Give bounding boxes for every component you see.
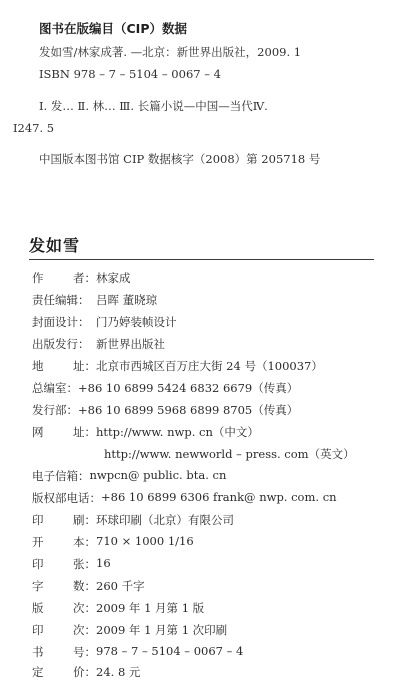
copyright-dept-value: +86 10 6899 6306 frank@ nwp. com. cn: [101, 490, 337, 504]
sales-dept-value: +86 10 6899 5968 6899 8705（传真）: [78, 403, 299, 417]
cip-record-number: 中国版本图书馆 CIP 数据核字（2008）第 205718 号: [39, 152, 321, 166]
editor-value: 吕晖 董晓琼: [96, 293, 158, 307]
cip-isbn: ISBN 978 – 7 – 5104 – 0067 – 4: [39, 67, 221, 81]
edition-row: 版 次： 2009 年 1 月第 1 版: [32, 601, 205, 615]
author-value: 林家成: [96, 271, 131, 285]
cip-citation: 发如雪/林家成著. —北京：新世界出版社，2009. 1: [39, 45, 302, 59]
website-row: 网 址： http://www. nwp. cn（中文）: [32, 425, 259, 439]
printed-sheets-row: 印 张： 16: [32, 556, 111, 571]
printer-row: 印 刷： 环球印刷（北京）有限公司: [32, 513, 234, 527]
cip-classification: I247. 5: [13, 121, 55, 135]
printer-value: 环球印刷（北京）有限公司: [96, 513, 234, 527]
price-row: 定 价： 24. 8 元: [32, 665, 141, 679]
title-divider: [29, 259, 374, 260]
cip-heading: 图书在版编目（CIP）数据: [39, 21, 187, 36]
printing-value: 2009 年 1 月第 1 次印刷: [96, 623, 228, 637]
address-value: 北京市西城区百万庄大街 24 号（100037）: [96, 359, 323, 373]
publisher-value: 新世界出版社: [96, 337, 165, 351]
email-value: nwpcn@ public. bta. cn: [89, 468, 227, 482]
sales-dept-row: 发行部：+86 10 6899 5968 6899 8705（传真）: [32, 403, 299, 417]
edition-value: 2009 年 1 月第 1 版: [96, 601, 205, 615]
editorial-office-row: 总编室：+86 10 6899 5424 6832 6679（传真）: [32, 381, 299, 395]
website-english: http://www. newworld – press. com（英文）: [104, 447, 355, 461]
copyright-dept-row: 版权部电话：+86 10 6899 6306 frank@ nwp. com. cn: [32, 490, 337, 505]
format-value: 710 × 1000 1/16: [96, 534, 194, 548]
cover-design-value: 门乃婷装帧设计: [96, 315, 177, 329]
printed-sheets-value: 16: [96, 556, 111, 570]
address-row: 地 址： 北京市西城区百万庄大街 24 号（100037）: [32, 359, 323, 373]
website-chinese: http://www. nwp. cn（中文）: [96, 425, 259, 439]
price-value: 24. 8 元: [96, 665, 141, 679]
word-count-value: 260 千字: [96, 579, 145, 593]
book-title: 发如雪: [29, 236, 81, 255]
author-row: 作 者： 林家成: [32, 271, 131, 285]
printing-row: 印 次： 2009 年 1 月第 1 次印刷: [32, 623, 228, 637]
editor-row: 责任编辑： 吕晖 董晓琼: [32, 293, 158, 307]
publisher-row: 出版发行： 新世界出版社: [32, 337, 165, 351]
cover-design-row: 封面设计： 门乃婷装帧设计: [32, 315, 177, 329]
word-count-row: 字 数： 260 千字: [32, 579, 145, 593]
editorial-office-value: +86 10 6899 5424 6832 6679（传真）: [78, 381, 299, 395]
cip-subjects: Ⅰ. 发… Ⅱ. 林… Ⅲ. 长篇小说—中国—当代Ⅳ.: [39, 99, 268, 113]
format-row: 开 本： 710 × 1000 1/16: [32, 534, 194, 549]
isbn-row: 书 号： 978 – 7 – 5104 – 0067 – 4: [32, 644, 244, 659]
isbn-value: 978 – 7 – 5104 – 0067 – 4: [96, 644, 244, 658]
email-row: 电子信箱：nwpcn@ public. bta. cn: [32, 468, 227, 483]
